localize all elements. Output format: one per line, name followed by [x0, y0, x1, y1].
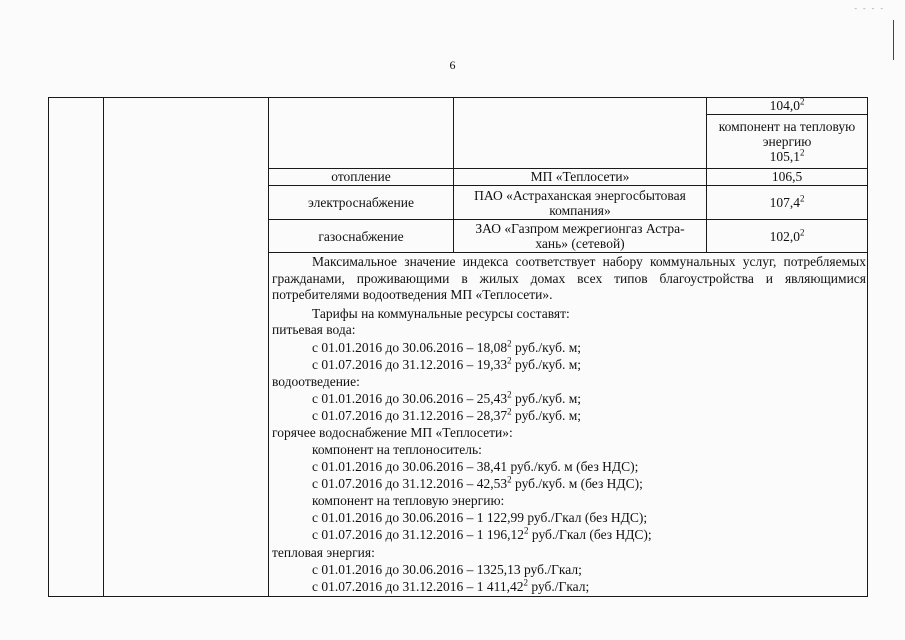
index-cell-top: 104,0$^2$ [769, 96, 805, 113]
tariff-hotwater-a1: с 01.01.2016 до 30.06.2016 – 38,41 руб./куб. м (без НДС); [312, 459, 639, 474]
service-electricity: электроснабжение [308, 195, 414, 210]
tariff-sewer-line-2: с 01.07.2016 до 31.12.2016 – 28,37$^2$ руб./куб. м; [312, 406, 581, 423]
service-gas: газоснабжение [318, 228, 404, 244]
tariff-hotwater-b1: с 01.01.2016 до 30.06.2016 – 1 122,99 руб./Гкал (без НДС); [312, 510, 648, 525]
tariff-hotwater-heading: горячее водоснабжение МП «Теплосети»: [272, 425, 513, 440]
tariff-heat-heading: тепловая энергия: [272, 545, 375, 560]
tariff-hotwater-b2: с 01.07.2016 до 31.12.2016 – 1 196,12$^2$ руб./Гкал (без НДС); [312, 525, 652, 542]
tariff-water-line-1: с 01.01.2016 до 30.06.2016 – 18,08$^2$ руб./куб. м; [312, 338, 581, 355]
index-electricity: 107,4$^2$ [769, 193, 805, 210]
tariff-heat-line-2: с 01.07.2016 до 31.12.2016 – 1 411,42$^2$ руб./Гкал; [312, 577, 590, 594]
tariff-sewer-line-1: с 01.01.2016 до 30.06.2016 – 25,43$^2$ руб./куб. м; [312, 389, 581, 406]
page-number: 6 [449, 58, 456, 72]
tariff-hotwater-sub-2: компонент на тепловую энергию: [312, 493, 505, 508]
tariff-water-line-2: с 01.07.2016 до 31.12.2016 – 19,33$^2$ руб./куб. м; [312, 355, 581, 372]
tariff-heat-line-1: с 01.01.2016 до 30.06.2016 – 1325,13 руб./Гкал; [312, 562, 582, 577]
tariff-sewer-heading: водоотведение: [272, 374, 360, 389]
tariff-water-heading: питьевая вода: [272, 322, 356, 337]
page-edge-line [893, 20, 894, 60]
provider-heating: МП «Теплосети» [530, 169, 630, 184]
provider-electricity: ПАО «Астраханская энергосбытовая компания» [474, 187, 686, 218]
index-gas: 102,0$^2$ [769, 227, 805, 244]
service-heating: отопление [331, 169, 391, 184]
tariff-hotwater-a2: с 01.07.2016 до 31.12.2016 – 42,53$^2$ руб./куб. м (без НДС); [312, 474, 643, 491]
tariff-hotwater-sub-1: компонент на теплоноситель: [312, 442, 482, 457]
provider-gas: ЗАО «Газпром межрегионгаз Астра- хань» (сетевой) [475, 221, 685, 251]
tariff-intro: Тарифы на коммунальные ресурсы составят: [312, 306, 570, 321]
index-heating: 106,5 [771, 169, 803, 184]
index-cell-heat-component: компонент на тепловую энергию 105,1$^2$ [718, 119, 856, 164]
margin-mark: - - - - [854, 4, 885, 13]
index-explanation-paragraph: Максимальное значение индекса соответствует набору коммунальных услуг, потребляемых гражданами, проживающими в жилых домах всех типов благоустройства и являющимися потребителями водоотведения МП «Теплосети». [272, 254, 866, 302]
